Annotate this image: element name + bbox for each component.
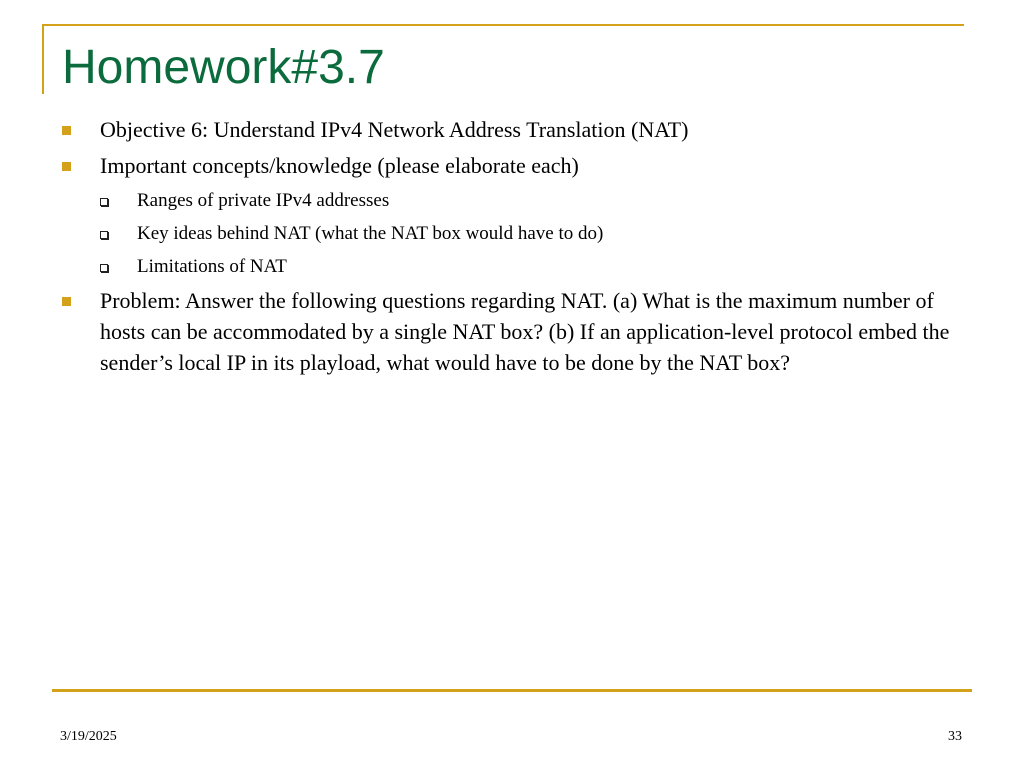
bullet-objective bbox=[60, 114, 960, 145]
bullet-text: Problem: Answer the following questions regarding NAT. (a) What is the maximum number of hosts can be accommodated by a single NAT box? (b) If an application-level protocol embed the sender’s local IP in its playload, what would have to be done by the NAT box? bbox=[100, 288, 950, 375]
square-bullet-icon bbox=[62, 297, 71, 306]
square-bullet-icon bbox=[62, 126, 71, 135]
bullet-problem bbox=[60, 285, 960, 378]
sub-bullet-text: Key ideas behind NAT (what the NAT box would have to do) bbox=[137, 223, 604, 244]
hollow-square-bullet-icon bbox=[100, 231, 108, 239]
hollow-square-bullet-icon bbox=[100, 198, 108, 206]
sub-bullet-text: Limitations of NAT bbox=[137, 256, 287, 277]
page-number: 33 bbox=[948, 729, 962, 744]
bullet-text: Important concepts/knowledge (please elaborate each) bbox=[100, 153, 579, 178]
sub-bullet-text: Ranges of private IPv4 addresses bbox=[137, 190, 390, 211]
bullet-concepts bbox=[60, 150, 960, 181]
sub-bullet-limitations bbox=[60, 250, 960, 283]
bullet-text: Objective 6: Understand IPv4 Network Address Translation (NAT) bbox=[100, 117, 689, 142]
sub-bullet-list bbox=[60, 184, 960, 283]
sub-bullet-private-ranges bbox=[60, 184, 960, 217]
sub-bullet-key-ideas bbox=[60, 217, 960, 250]
slide-title: Homework#3.7 bbox=[62, 41, 385, 94]
frame-left-line bbox=[42, 24, 44, 94]
square-bullet-icon bbox=[62, 162, 71, 171]
hollow-square-bullet-icon bbox=[100, 264, 108, 272]
footer-date: 3/19/2025 bbox=[60, 729, 117, 744]
footer-divider bbox=[52, 689, 972, 692]
frame-top-line bbox=[42, 24, 964, 26]
slide-content bbox=[60, 114, 960, 378]
